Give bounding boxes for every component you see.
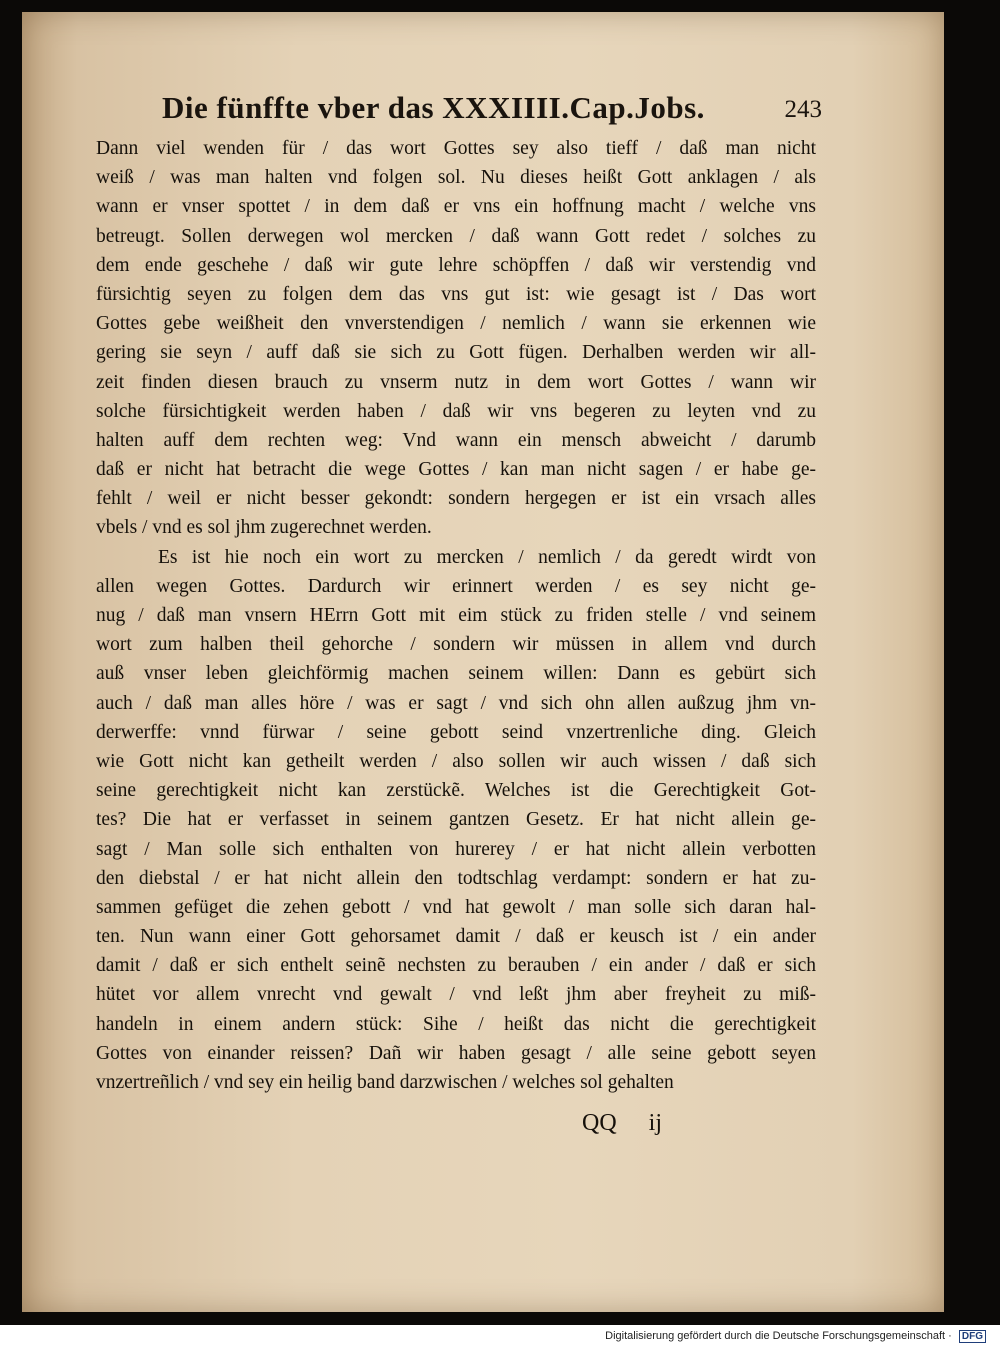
text-line: daß er nicht hat betracht die wege Gottes / kan man nicht sagen / er habe ge- [96,459,816,481]
text-line: hütet vor allem vnrecht vnd gewalt / vnd leßt jhm aber freyheit zu miß- [96,984,816,1006]
text-line: damit / daß er sich enthelt seinẽ nechsten zu berauben / ein ander / daß er sich [96,955,816,977]
text-line: halten auff dem rechten weg: Vnd wann ein mensch abweicht / darumb [96,429,816,451]
text-line: seine gerechtigkeit nicht kan zerstückẽ. Welches ist die Gerechtigkeit Got- [96,780,816,802]
text-line: sagt / Man solle sich enthalten von hurerey / er hat nicht allein verbotten [96,838,816,860]
text-line: tes? Die hat er verfasset in seinem gantzen Gesetz. Er hat nicht allein ge- [96,809,816,831]
text-line: solche fürsichtigkeit werden haben / daß wir vns begeren zu leyten vnd zu [96,400,816,422]
text-line: gering sie seyn / auff daß sie sich zu Gott fügen. Derhalben werden wir all- [96,342,816,364]
signature-letters: QQ [582,1110,617,1136]
text-line: dem ende geschehe / daß wir gute lehre schöpffen / daß wir verstendig vnd [96,254,816,276]
page-number: 243 [784,96,822,123]
dfg-logo: DFG [959,1330,986,1343]
text-line: vbels / vnd es sol jhm zugerechnet werden. [96,517,432,539]
text-line: Gottes gebe weißheit den vnverstendigen / nemlich / wann sie erkennen wie [96,313,816,335]
text-line: auß vnser leben gleichförmig machen seinem willen: Dann es gebürt sich [96,663,816,685]
signature-mark [582,1110,688,1137]
page-header [162,90,822,134]
digitization-footer [605,1330,986,1343]
text-line: Dann viel wenden für / das wort Gottes sey also tieff / daß man nicht [96,138,816,159]
text-line: betreugt. Sollen derwegen wol mercken / daß wann Gott redet / solches zu [96,225,816,247]
footer-credit: Digitalisierung gefördert durch die Deutsche Forschungsgemeinschaft · [605,1330,952,1342]
book-page [22,12,944,1312]
text-line: wie Gott nicht kan getheilt werden / also sollen wir auch wissen / daß sich [96,750,816,772]
signature-numeral: ij [648,1110,663,1136]
text-line: ten. Nun wann einer Gott gehorsamet damit / daß er keusch ist / ein ander [96,926,816,948]
text-line: handeln in einem andern stück: Sihe / heißt das nicht die gerechtigkeit [96,1013,816,1035]
text-line: fürsichtig seyen zu folgen dem das vns gut ist: wie gesagt ist / Das wort [96,283,816,305]
text-line: den diebstal / er hat nicht allein den todtschlag verdampt: sondern er hat zu- [96,867,816,889]
text-line: zeit finden diesen brauch zu vnserm nutz in dem wort Gottes / wann wir [96,371,816,393]
text-line: allen wegen Gottes. Dardurch wir erinnert werden / es sey nicht ge- [96,575,816,597]
text-line: wort zum halben theil gehorche / sondern wir müssen in allem vnd durch [96,634,816,656]
body-text [96,134,816,1097]
text-line: Es ist hie noch ein wort zu mercken / nemlich / da geredt wirdt von [158,546,816,568]
text-line: vnzertreñlich / vnd sey ein heilig band darzwischen / welches sol gehalten [96,1072,674,1093]
text-line: wann er vnser spottet / in dem daß er vns ein hoffnung macht / welche vns [96,196,816,218]
running-title: Die fünffte vber das XXXIIII.Cap.Jobs. [162,90,705,125]
text-line: derwerffe: vnnd fürwar / seine gebott seind vnzertrenliche ding. Gleich [96,721,816,743]
text-line: sammen gefüget die zehen gebott / vnd hat gewolt / man solle sich daran hal- [96,896,816,918]
text-line: nug / daß man vnsern HErrn Gott mit eim stück zu friden stelle / vnd seinem [96,605,816,626]
text-line: Gottes von einander reissen? Dañ wir haben gesagt / alle seine gebott seyen [96,1042,816,1064]
text-line: fehlt / weil er nicht besser gekondt: sondern hergegen er ist ein vrsach alles [96,488,816,510]
text-line: weiß / was man halten vnd folgen sol. Nu dieses heißt Gott anklagen / als [96,167,816,189]
text-line: auch / daß man alles höre / was er sagt / vnd sich ohn allen außzug jhm vn- [96,692,816,714]
